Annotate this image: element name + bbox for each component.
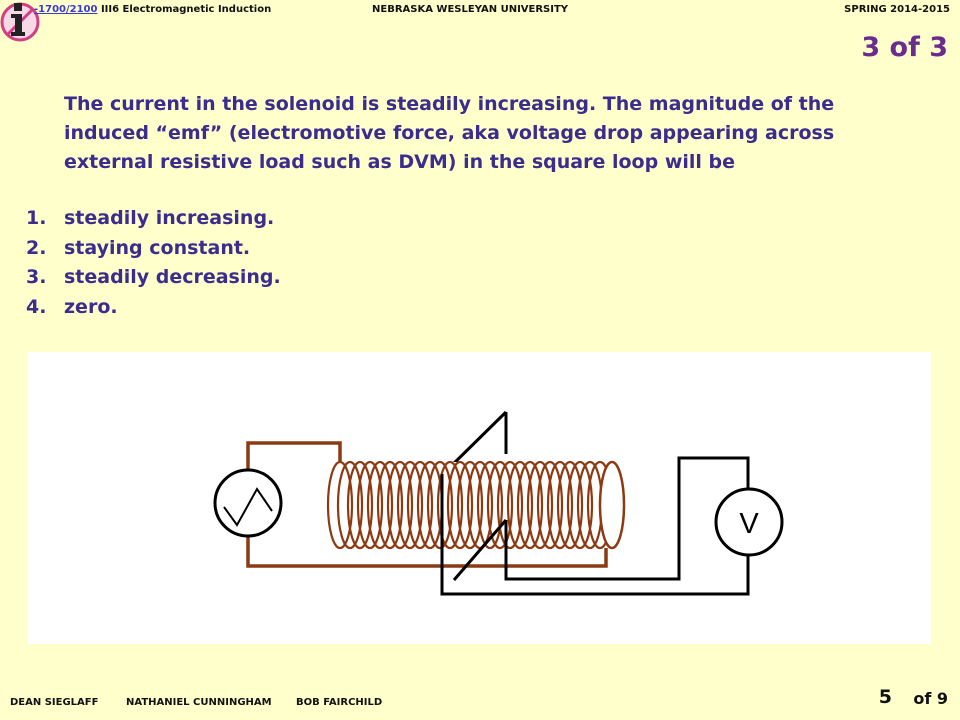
choice-text: steadily decreasing. [64, 266, 281, 288]
answer-choice-3[interactable] [26, 263, 281, 293]
voltmeter-label: V [739, 508, 759, 540]
source-lead-top [248, 443, 340, 472]
institution-name: NEBRASKA WESLEYAN UNIVERSITY [372, 4, 569, 15]
question-text: The current in the solenoid is steadily increasing. The magnitude of the induced “emf” (electromotive force, aka voltage drop appearing across external resistive load such as DVM) in the square loop will be [64, 93, 835, 173]
course-link[interactable]: -1700/2100 [34, 4, 98, 15]
choice-number: 3. [26, 266, 47, 288]
circuit-diagram [28, 352, 931, 644]
header-course [34, 4, 271, 15]
triangle-wave-source-icon [215, 470, 281, 536]
footer-author-3: BOB FAIRCHILD [296, 697, 383, 708]
choice-text: zero. [64, 295, 118, 318]
page-number: 5 [878, 686, 892, 708]
answer-choices [26, 204, 281, 322]
circuit-figure [28, 352, 931, 644]
answer-choice-1[interactable] [26, 204, 281, 234]
slide-counter: 3 of 3 [861, 32, 948, 63]
answer-choice-2[interactable] [26, 234, 281, 264]
voltmeter [716, 489, 782, 555]
choice-number: 4. [26, 295, 47, 318]
choice-text: steadily increasing. [64, 207, 275, 229]
page-total: of 9 [913, 689, 948, 708]
topic-title: III6 Electromagnetic Induction [100, 4, 272, 15]
choice-text: staying constant. [64, 236, 251, 259]
footer-author-1: DEAN SIEGLAFF [10, 697, 99, 708]
footer-author-2: NATHANIEL CUNNINGHAM [126, 697, 272, 708]
choice-number: 2. [26, 236, 47, 259]
term-label: SPRING 2014-2015 [844, 4, 950, 15]
choice-number: 1. [26, 207, 47, 229]
answer-choice-4[interactable] [26, 293, 281, 323]
solenoid [328, 462, 624, 548]
